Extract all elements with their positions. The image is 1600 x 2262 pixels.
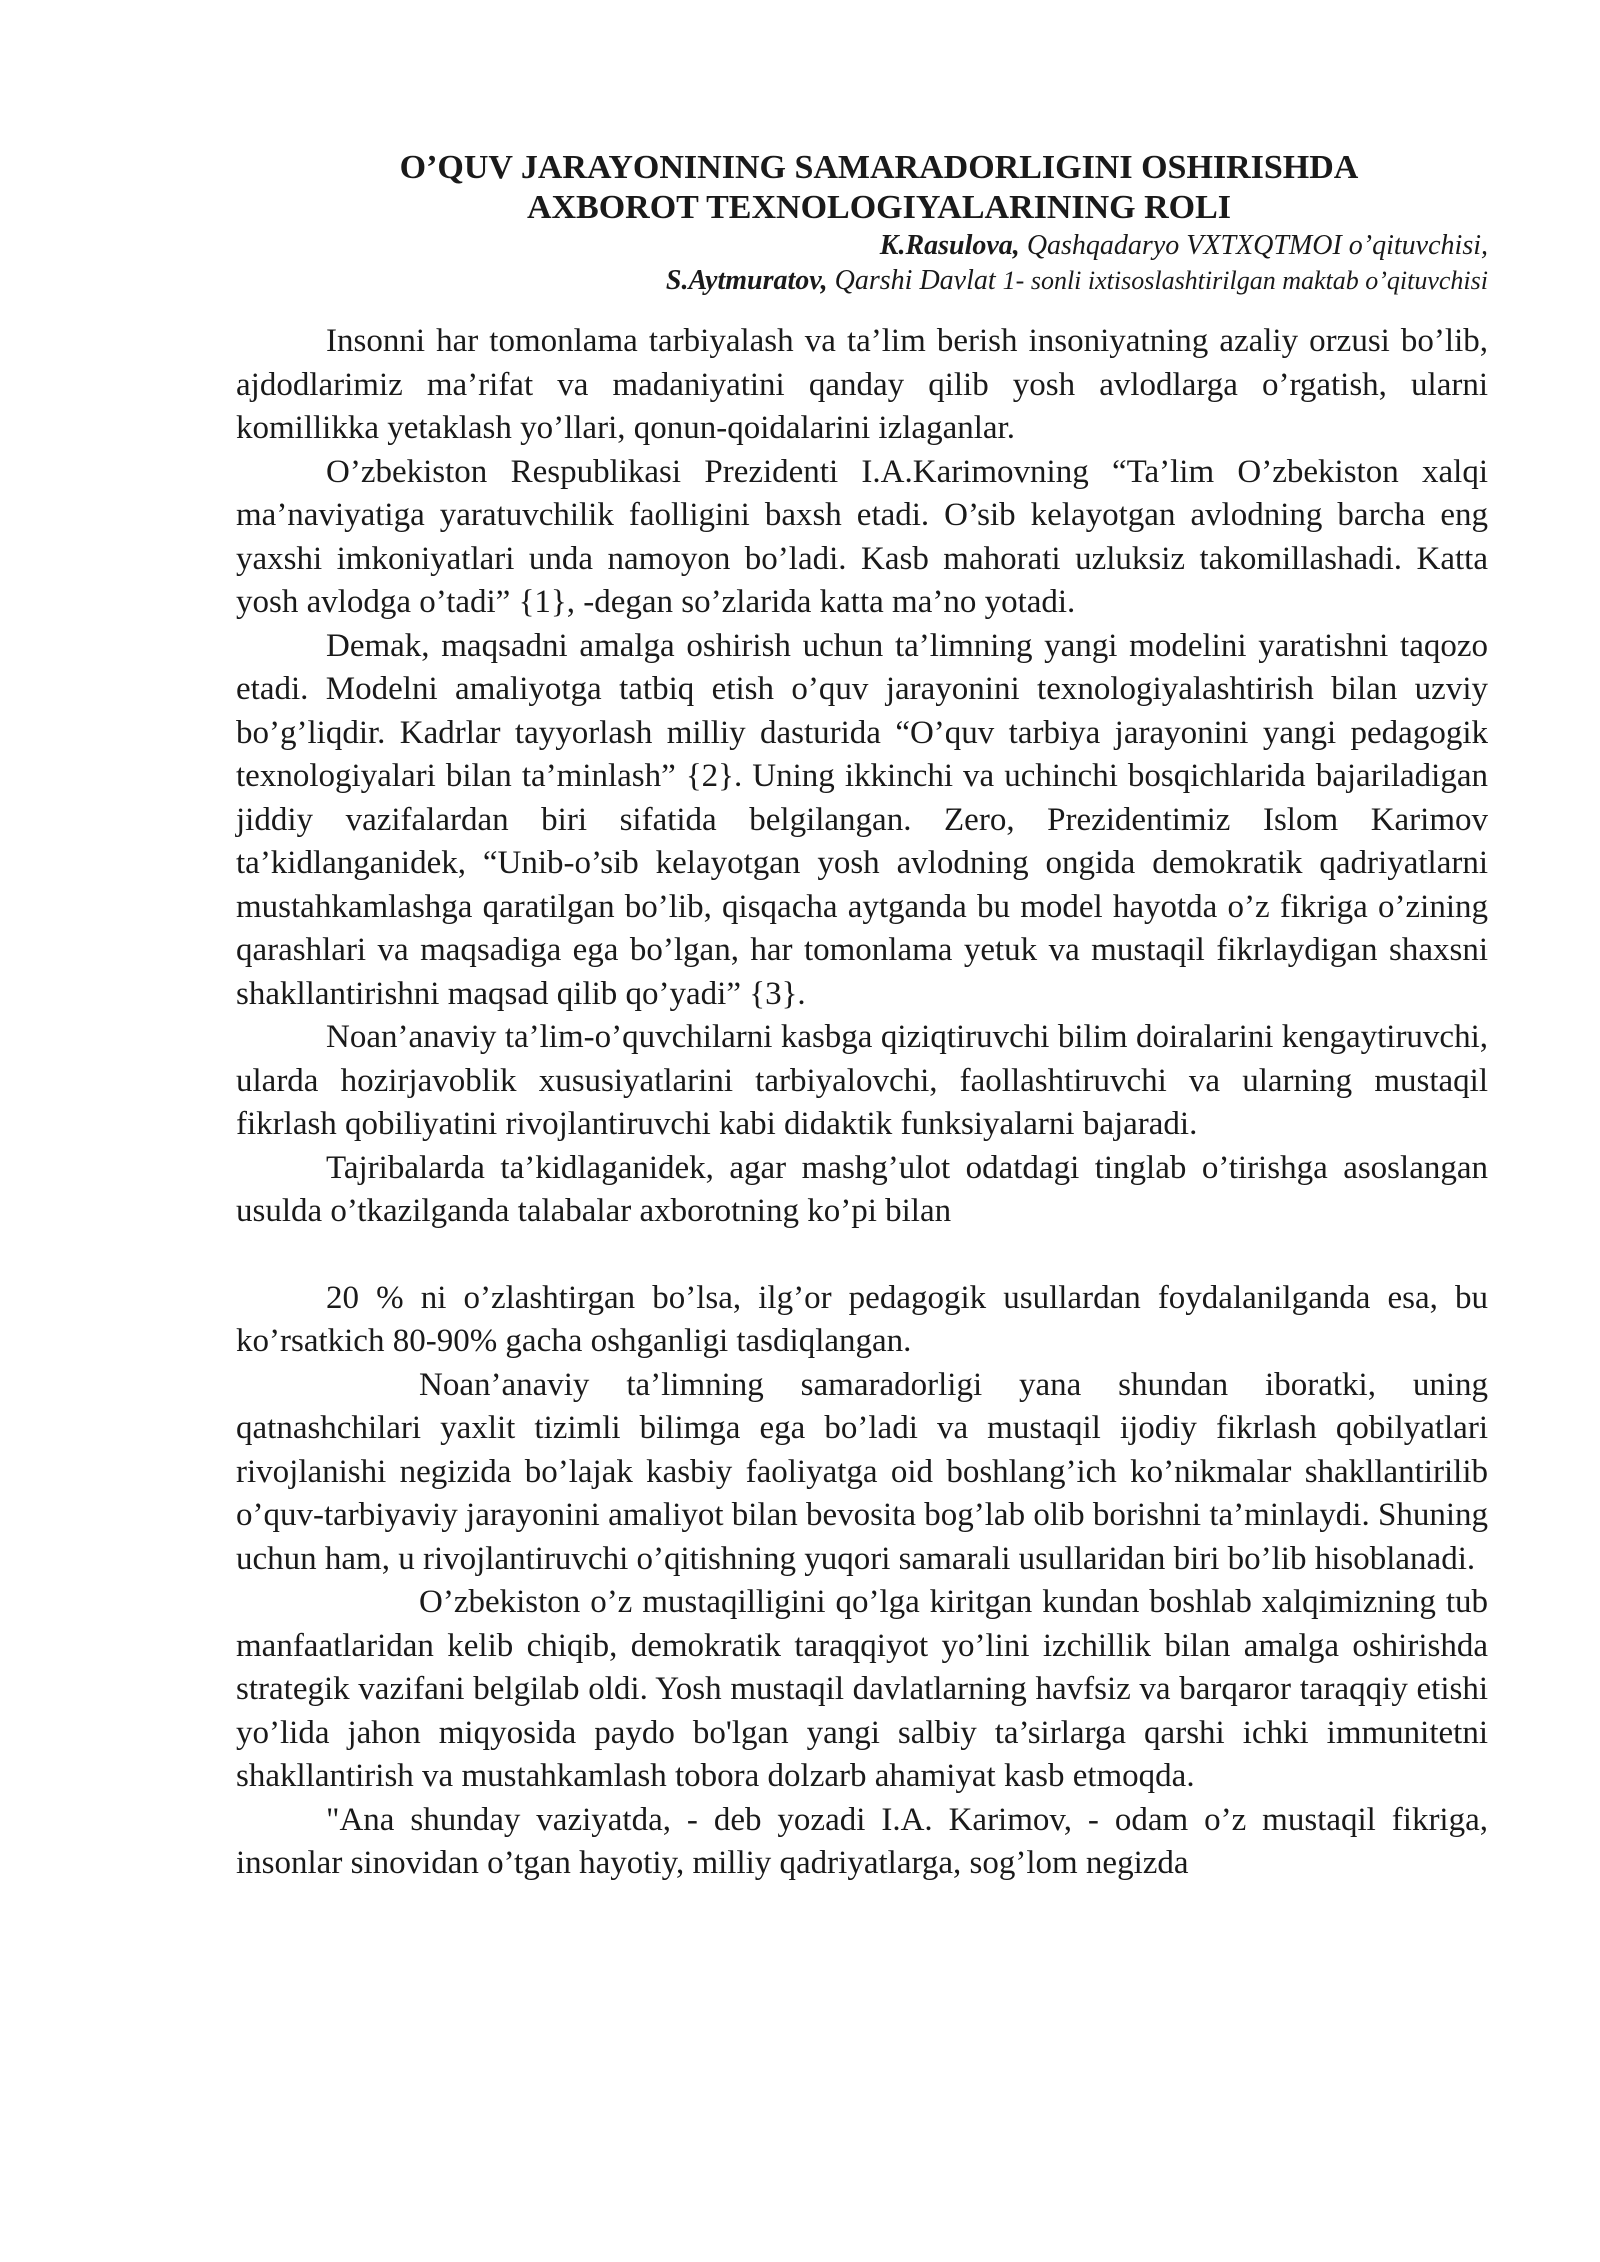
- article-title: [236, 148, 1488, 228]
- article-title-line-1: O’QUV JARAYONINING SAMARADORLIGINI OSHIRISHDA: [399, 149, 1359, 186]
- paragraph: Tajribalarda ta’kidlaganidek, agar mashg’ulot odatdagi tinglab o’tirishga asoslangan usulda o’tkazilganda talabalar axborotning ko’pi bilan: [236, 1149, 1488, 1229]
- article-title-line-2: AXBOROT TEXNOLOGIYALARINING ROLI: [526, 189, 1232, 226]
- author-name: K.Rasulova,: [879, 230, 1020, 261]
- paragraph: O’zbekiston o’z mustaqilligini qo’lga kiritgan kundan boshlab xalqimizning tub manfaatlaridan kelib chiqib, demokratik taraqqiyot yo’lini izchillik bilan amalga oshirishda strategik vazifani belgilab oldi. Yosh mustaqil davlatlarning havfsiz va barqaror taraqqiy etishi yo’lida jahon miqyosida paydo bo'lgan yangi salbiy ta’sirlarga qarshi ichki immunitetni shakllantirish va mustahkamlash tobora dolzarb ahamiyat kasb etmoqda.: [236, 1584, 1488, 1794]
- paragraph: O’zbekiston Respublikasi Prezidenti I.A.Karimovning “Ta’lim O’zbekiston xalqi ma’naviyatiga yaratuvchilik faolligini baxsh etadi. O’sib kelayotgan avlodning barcha eng yaxshi imkoniyatlari unda namoyon bo’ladi. Kasb mahorati uzluksiz takomillashadi. Katta yosh avlodga o’tadi” {1}, -degan so’zlarida katta ma’no yotadi.: [236, 453, 1488, 620]
- paragraph: "Ana shunday vaziyatda, - deb yozadi I.A. Karimov, - odam o’z mustaqil fikriga, insonlar sinovidan o’tgan hayotiy, milliy qadriyatlarga, sog’lom negizda: [236, 1801, 1488, 1881]
- paragraph: Noan’anaviy ta’lim-o’quvchilarni kasbga qiziqtiruvchi bilim doiralarini kengaytiruvchi, ularda hozirjavoblik xususiyatlarini tarbiyalovchi, faollashtiruvchi va ularning mustaqil fikrlash qobiliyatini rivojlantiruvchi kabi didaktik funksiyalarni bajaradi.: [236, 1019, 1488, 1142]
- document-page: [236, 148, 1488, 1886]
- paragraph: Insonni har tomonlama tarbiyalash va ta’lim berish insoniyatning azaliy orzusi bo’lib, ajdodlarimiz ma’rifat va madaniyatini qanday qilib yosh avlodlarga o’rgatish, ularni komillikka yetaklash yo’llari, qonun-qoidalarini izlaganlar.: [236, 323, 1488, 446]
- author-line-1: [236, 228, 1488, 263]
- author-affiliation-extra: 1- sonli ixtisoslashtirilgan maktab o’qituvchisi: [1002, 266, 1488, 295]
- author-affiliation: Qashqadaryo VXTXQTMOI o’qituvchisi,: [1019, 230, 1488, 261]
- author-line-2: [236, 263, 1488, 298]
- article-body: [236, 320, 1488, 1886]
- paragraph: Noan’anaviy ta’limning samaradorligi yana shundan iboratki, uning qatnashchilari yaxlit tizimli bilimga ega bo’ladi va mustaqil ijodiy fikrlash qobilyatlari rivojlanishi negizida bo’lajak kasbiy faoliyatga oid boshlang’ich ko’nikmalar shakllantirilib o’quv-tarbiyaviy jarayonini amaliyot bilan bevosita bog’lab olib borishni ta’minlaydi. Shuning uchun ham, u rivojlantiruvchi o’qitishning yuqori samarali usullaridan biri bo’lib hisoblanadi.: [236, 1366, 1488, 1577]
- author-block: [236, 228, 1488, 298]
- paragraph: Demak, maqsadni amalga oshirish uchun ta’limning yangi modelini yaratishni taqozo etadi. Modelni amaliyotga tatbiq etish o’quv jarayonini texnologiyalashtirish bilan uzviy bo’g’liqdir. Kadrlar tayyorlash milliy dasturida “O’quv tarbiya jarayonini yangi pedagogik texnologiyalari bilan ta’minlash” {2}. Uning ikkinchi va uchinchi bosqichlarida bajariladigan jiddiy vazifalardan biri sifatida belgilangan. Zero, Prezidentimiz Islom Karimov ta’kidlanganidek, “Unib-o’sib kelayotgan yosh avlodning ongida demokratik qadriyatlarni mustahkamlashga qaratilgan bo’lib, qisqacha aytganda bu model hayotda o’z fikriga o’zining qarashlari va maqsadiga ega bo’lgan, har tomonlama yetuk va mustaqil fikrlaydigan shaxsni shakllantirishni maqsad qilib qo’yadi” {3}.: [236, 627, 1488, 1012]
- paragraph: 20 % ni o’zlashtirgan bo’lsa, ilg’or pedagogik usullardan foydalanilganda esa, bu ko’rsatkich 80-90% gacha oshganligi tasdiqlangan.: [236, 1279, 1488, 1359]
- author-affiliation: Qarshi Davlat: [827, 265, 1003, 296]
- author-name: S.Aytmuratov,: [665, 265, 828, 296]
